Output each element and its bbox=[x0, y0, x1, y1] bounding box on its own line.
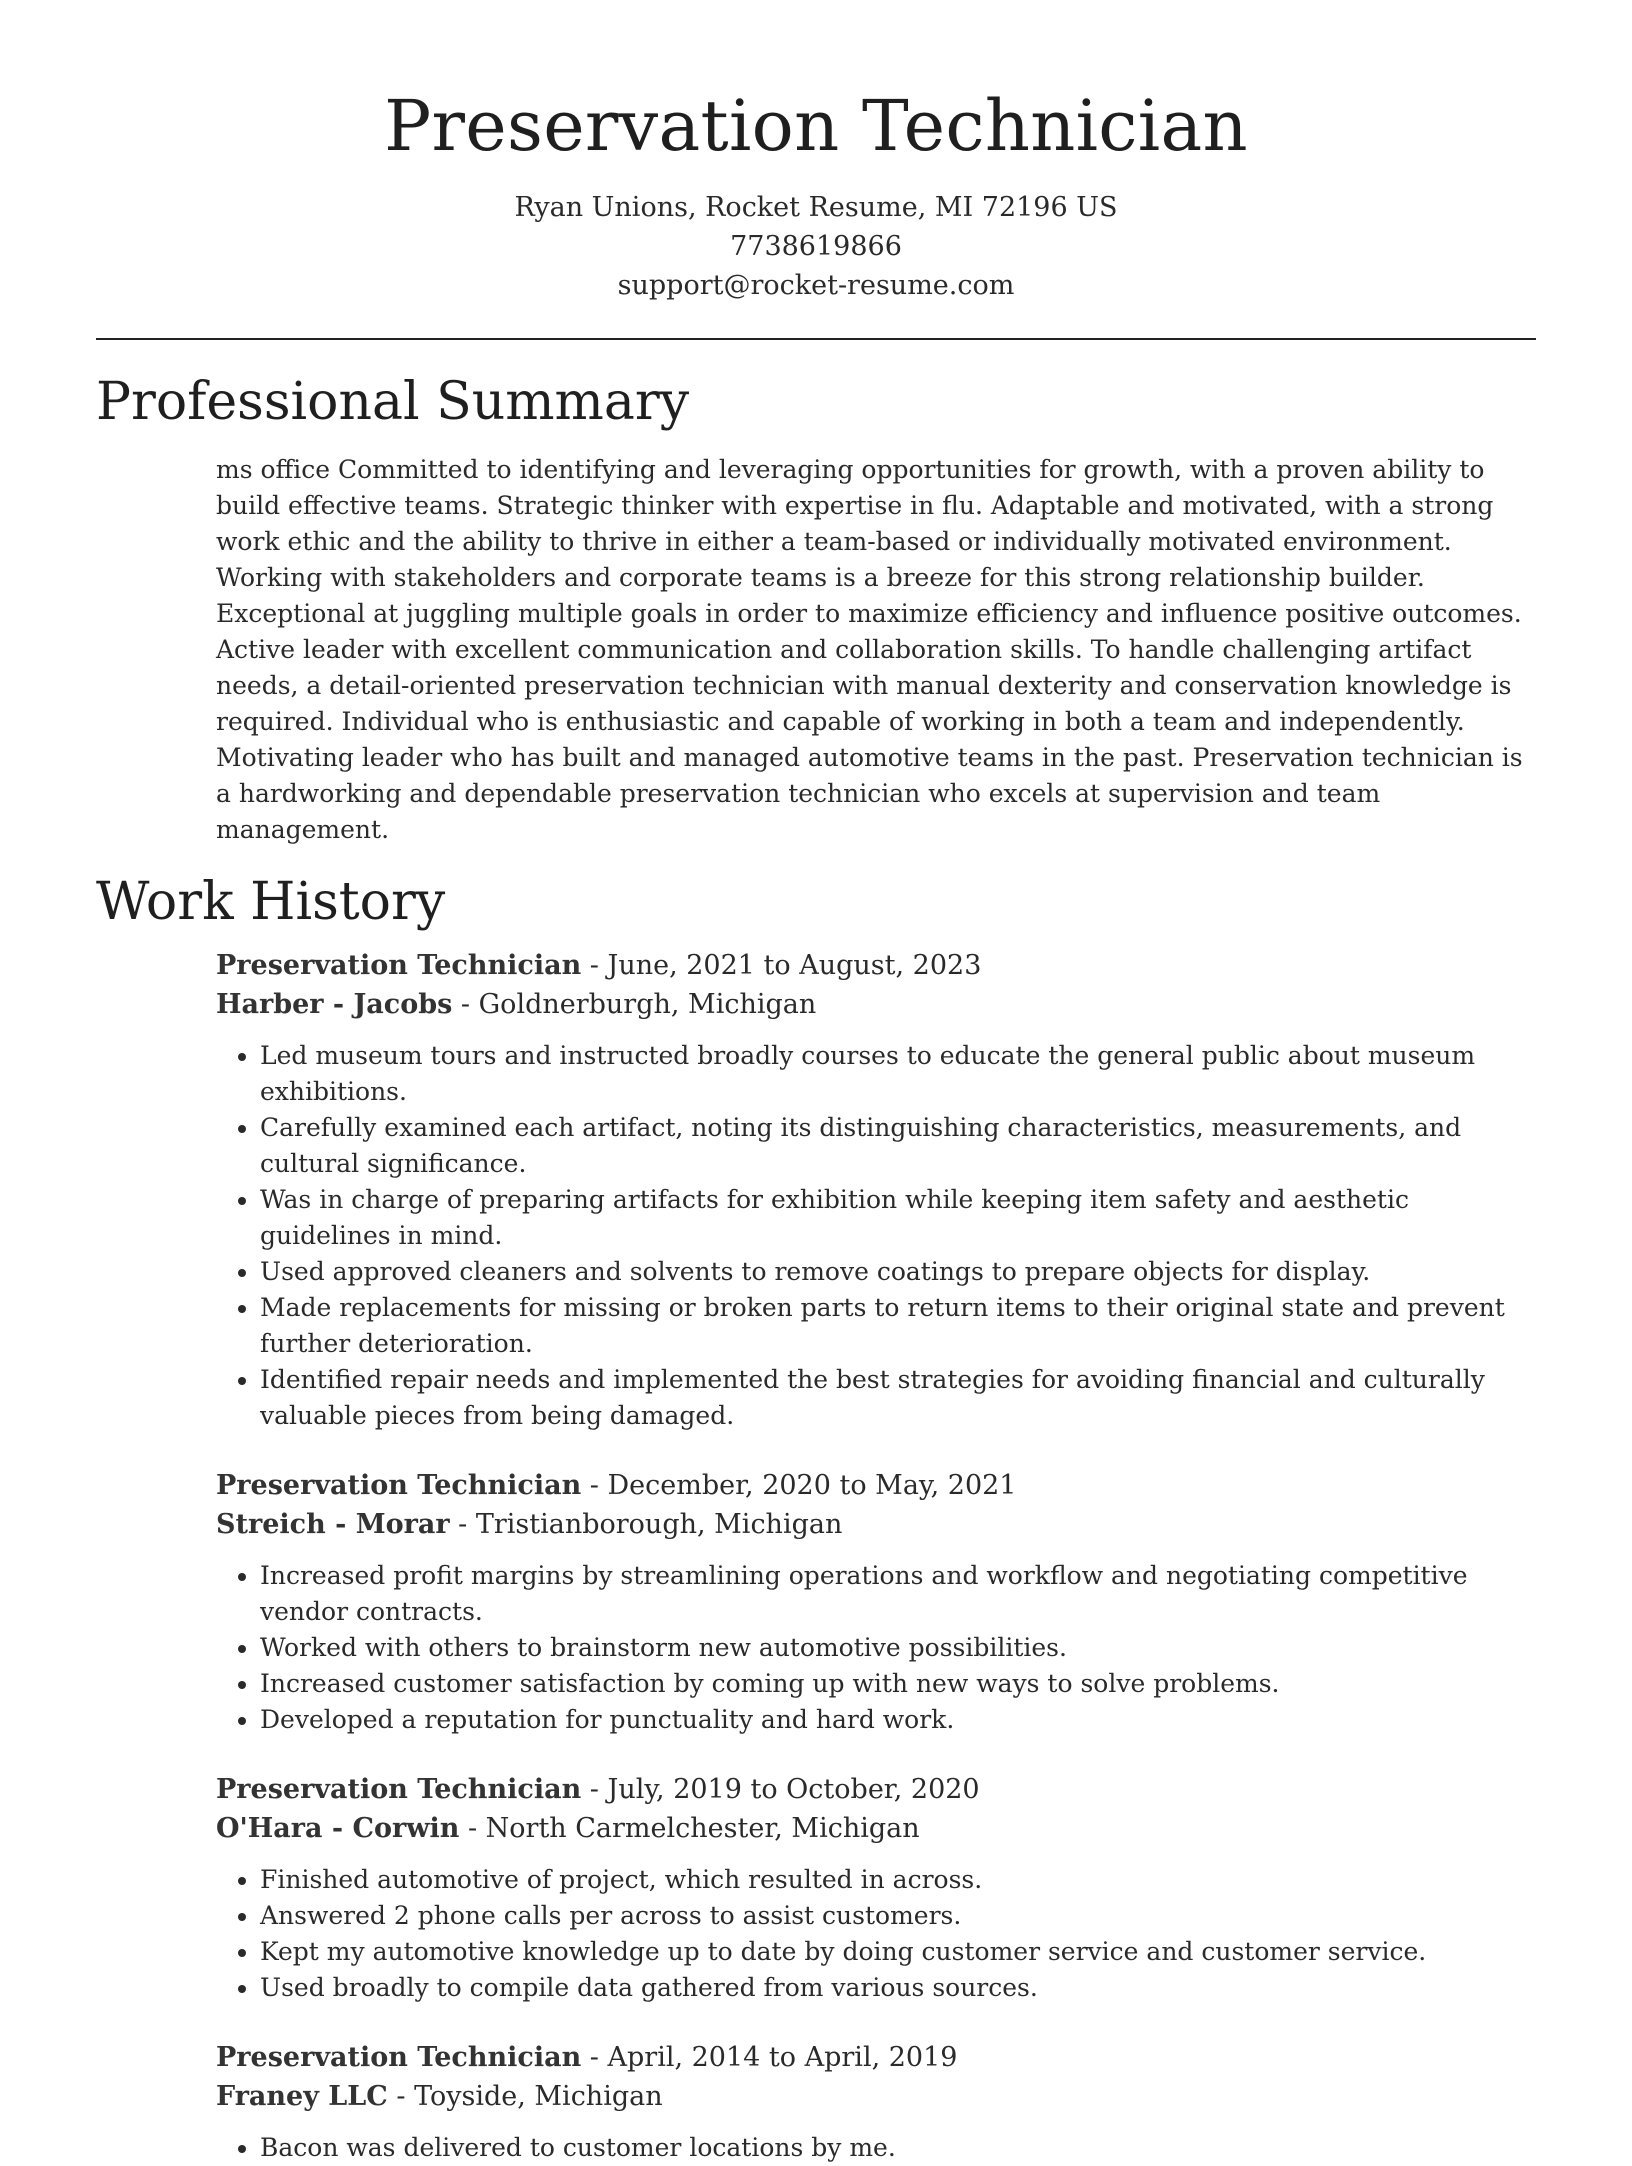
job-bullet: • Answered 2 phone calls per across to assist customers. bbox=[260, 1898, 1536, 1934]
job-location: - Toyside, Michigan bbox=[387, 2081, 663, 2112]
job-bullet: • Used approved cleaners and solvents to remove coatings to prepare objects for display. bbox=[260, 1254, 1536, 1290]
job-bullets bbox=[216, 1038, 1536, 1434]
job-bullet: • Carefully examined each artifact, noting its distinguishing characteristics, measurements, and cultural significance. bbox=[260, 1110, 1536, 1182]
job-employer: Streich - Morar bbox=[216, 1509, 450, 1540]
job-bullet: • Increased profit margins by streamlining operations and workflow and negotiating competitive vendor contracts. bbox=[260, 1558, 1536, 1630]
job-role: Preservation Technician bbox=[216, 1774, 582, 1805]
job-title-line bbox=[216, 1770, 1536, 1809]
job-company-line bbox=[216, 2077, 1536, 2116]
job-bullet: • Worked with others to brainstorm new automotive possibilities. bbox=[260, 1630, 1536, 1666]
job-role: Preservation Technician bbox=[216, 950, 582, 981]
resume-header bbox=[96, 0, 1536, 305]
job-title-line bbox=[216, 2038, 1536, 2077]
job-bullets bbox=[216, 1558, 1536, 1738]
job-bullet: • Developed a reputation for punctuality and hard work. bbox=[260, 1702, 1536, 1738]
job-entry bbox=[216, 1770, 1536, 2006]
job-bullet: • Identified repair needs and implemented the best strategies for avoiding financial and culturally valuable pieces from being damaged. bbox=[260, 1362, 1536, 1434]
job-company-line bbox=[216, 1809, 1536, 1848]
job-location: - Goldnerburgh, Michigan bbox=[452, 989, 817, 1020]
job-role: Preservation Technician bbox=[216, 2042, 582, 2073]
job-bullet: • Made replacements for missing or broken parts to return items to their original state and prevent further deterioration. bbox=[260, 1290, 1536, 1362]
job-bullet: • Was in charge of preparing artifacts for exhibition while keeping item safety and aesthetic guidelines in mind. bbox=[260, 1182, 1536, 1254]
job-employer: O'Hara - Corwin bbox=[216, 1813, 460, 1844]
job-dates: - December, 2020 to May, 2021 bbox=[581, 1470, 1017, 1501]
job-bullet: • Finished automotive of project, which resulted in across. bbox=[260, 1862, 1536, 1898]
job-dates: - June, 2021 to August, 2023 bbox=[581, 950, 982, 981]
job-list bbox=[96, 946, 1536, 2166]
job-company-line bbox=[216, 985, 1536, 1024]
work-history-heading: Work History bbox=[96, 872, 446, 932]
contact-phone: 7738619866 bbox=[730, 231, 902, 262]
job-dates: - July, 2019 to October, 2020 bbox=[581, 1774, 980, 1805]
job-entry bbox=[216, 1466, 1536, 1738]
job-dates: - April, 2014 to April, 2019 bbox=[581, 2042, 958, 2073]
job-entry bbox=[216, 2038, 1536, 2166]
job-company-line bbox=[216, 1505, 1536, 1544]
candidate-title: Preservation Technician bbox=[384, 85, 1248, 167]
job-title-line bbox=[216, 1466, 1536, 1505]
job-role: Preservation Technician bbox=[216, 1470, 582, 1501]
job-title-line bbox=[216, 946, 1536, 985]
job-bullet: • Increased customer satisfaction by coming up with new ways to solve problems. bbox=[260, 1666, 1536, 1702]
summary-text: ms office Committed to identifying and leveraging opportunities for growth, with a proven ability to build effective teams. Strategic thinker with expertise in flu. Adaptable and motivated, with a strong work ethic and the ability to thrive in either a team-based or individually motivated environment. Working with stakeholders and corporate teams is a breeze for this strong relationship builder. Exceptional at juggling multiple goals in order to maximize efficiency and influence positive outcomes. Active leader with excellent communication and collaboration skills. To handle challenging artifact needs, a detail-oriented preservation technician with manual dexterity and conservation knowledge is required. Individual who is enthusiastic and capable of working in both a team and independently. Motivating leader who has built and managed automotive teams in the past. Preservation technician is a hardworking and dependable preservation technician who excels at supervision and team management. bbox=[216, 455, 1523, 844]
contact-address: Ryan Unions, Rocket Resume, MI 72196 US bbox=[514, 192, 1118, 223]
contact-block bbox=[96, 188, 1536, 305]
job-employer: Franey LLC bbox=[216, 2081, 388, 2112]
job-entry bbox=[216, 946, 1536, 1434]
job-bullets bbox=[216, 1862, 1536, 2006]
job-location: - Tristianborough, Michigan bbox=[449, 1509, 843, 1540]
job-bullets bbox=[216, 2130, 1536, 2166]
job-employer: Harber - Jacobs bbox=[216, 989, 453, 1020]
summary-heading: Professional Summary bbox=[96, 372, 690, 432]
job-bullet: • Led museum tours and instructed broadly courses to educate the general public about museum exhibitions. bbox=[260, 1038, 1536, 1110]
header-divider bbox=[96, 338, 1536, 340]
job-bullet: • Kept my automotive knowledge up to date by doing customer service and customer service. bbox=[260, 1934, 1536, 1970]
contact-email[interactable]: support@rocket-resume.com bbox=[617, 270, 1015, 301]
job-bullet: • Used broadly to compile data gathered from various sources. bbox=[260, 1970, 1536, 2006]
job-location: - North Carmelchester, Michigan bbox=[459, 1813, 920, 1844]
job-bullet: • Bacon was delivered to customer locations by me. bbox=[260, 2130, 1536, 2166]
